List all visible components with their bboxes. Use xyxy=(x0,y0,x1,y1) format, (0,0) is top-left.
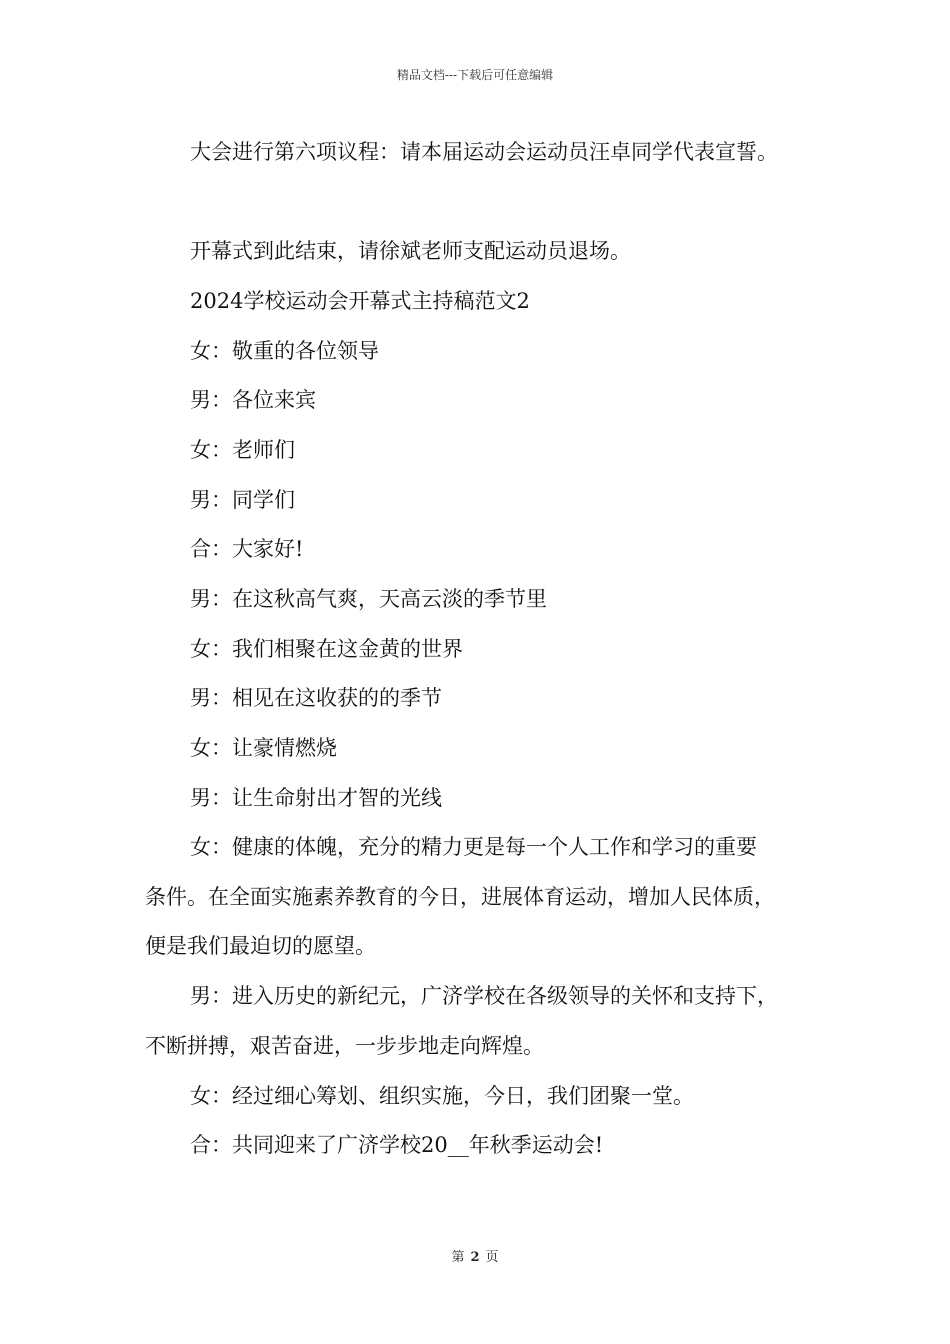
section-title: 2024学校运动会开幕式主持稿范文2 xyxy=(190,289,530,313)
paragraph-line: 女：健康的体魄，充分的精力更是每一个人工作和学习的重要 xyxy=(190,835,757,859)
dialogue-line: 女：让豪情燃烧 xyxy=(190,736,337,760)
dialogue-line: 男：让生命射出才智的光线 xyxy=(190,786,442,810)
page-suffix: 页 xyxy=(485,1250,499,1265)
paragraph-line: 男：进入历史的新纪元，广济学校在各级领导的关怀和支持下， xyxy=(190,984,778,1008)
dialogue-line: 合：共同迎来了广济学校20__年秋季运动会! xyxy=(190,1133,604,1157)
paragraph-line: 不断拼搏，艰苦奋进，一步步地走向辉煌。 xyxy=(145,1034,544,1058)
dialogue-line: 女：老师们 xyxy=(190,438,295,462)
dialogue-line: 女：敬重的各位领导 xyxy=(190,339,379,363)
dialogue-line: 男：相见在这收获的的季节 xyxy=(190,686,442,710)
page-header: 精品文档---下载后可任意编辑 xyxy=(396,68,554,82)
dialogue-line: 合：大家好! xyxy=(190,537,304,561)
paragraph-line: 便是我们最迫切的愿望。 xyxy=(145,934,376,958)
dialogue-line: 男：各位来宾 xyxy=(190,388,316,412)
dialogue-line: 女：我们相聚在这金黄的世界 xyxy=(190,637,463,661)
dialogue-line: 男：在这秋高气爽，天高云淡的季节里 xyxy=(190,587,547,611)
page-prefix: 第 xyxy=(451,1250,465,1265)
paragraph-line: 条件。在全面实施素养教育的今日，进展体育运动，增加人民体质， xyxy=(145,885,775,909)
page-number: 2 xyxy=(470,1250,480,1265)
agenda-item-six: 大会进行第六项议程：请本届运动会运动员汪卓同学代表宣誓。 xyxy=(190,140,778,164)
closing-line: 开幕式到此结束，请徐斌老师支配运动员退场。 xyxy=(190,239,631,263)
page-footer xyxy=(0,1246,950,1265)
dialogue-line: 女：经过细心筹划、组织实施，今日，我们团聚一堂。 xyxy=(190,1084,694,1108)
dialogue-line: 男：同学们 xyxy=(190,488,295,512)
